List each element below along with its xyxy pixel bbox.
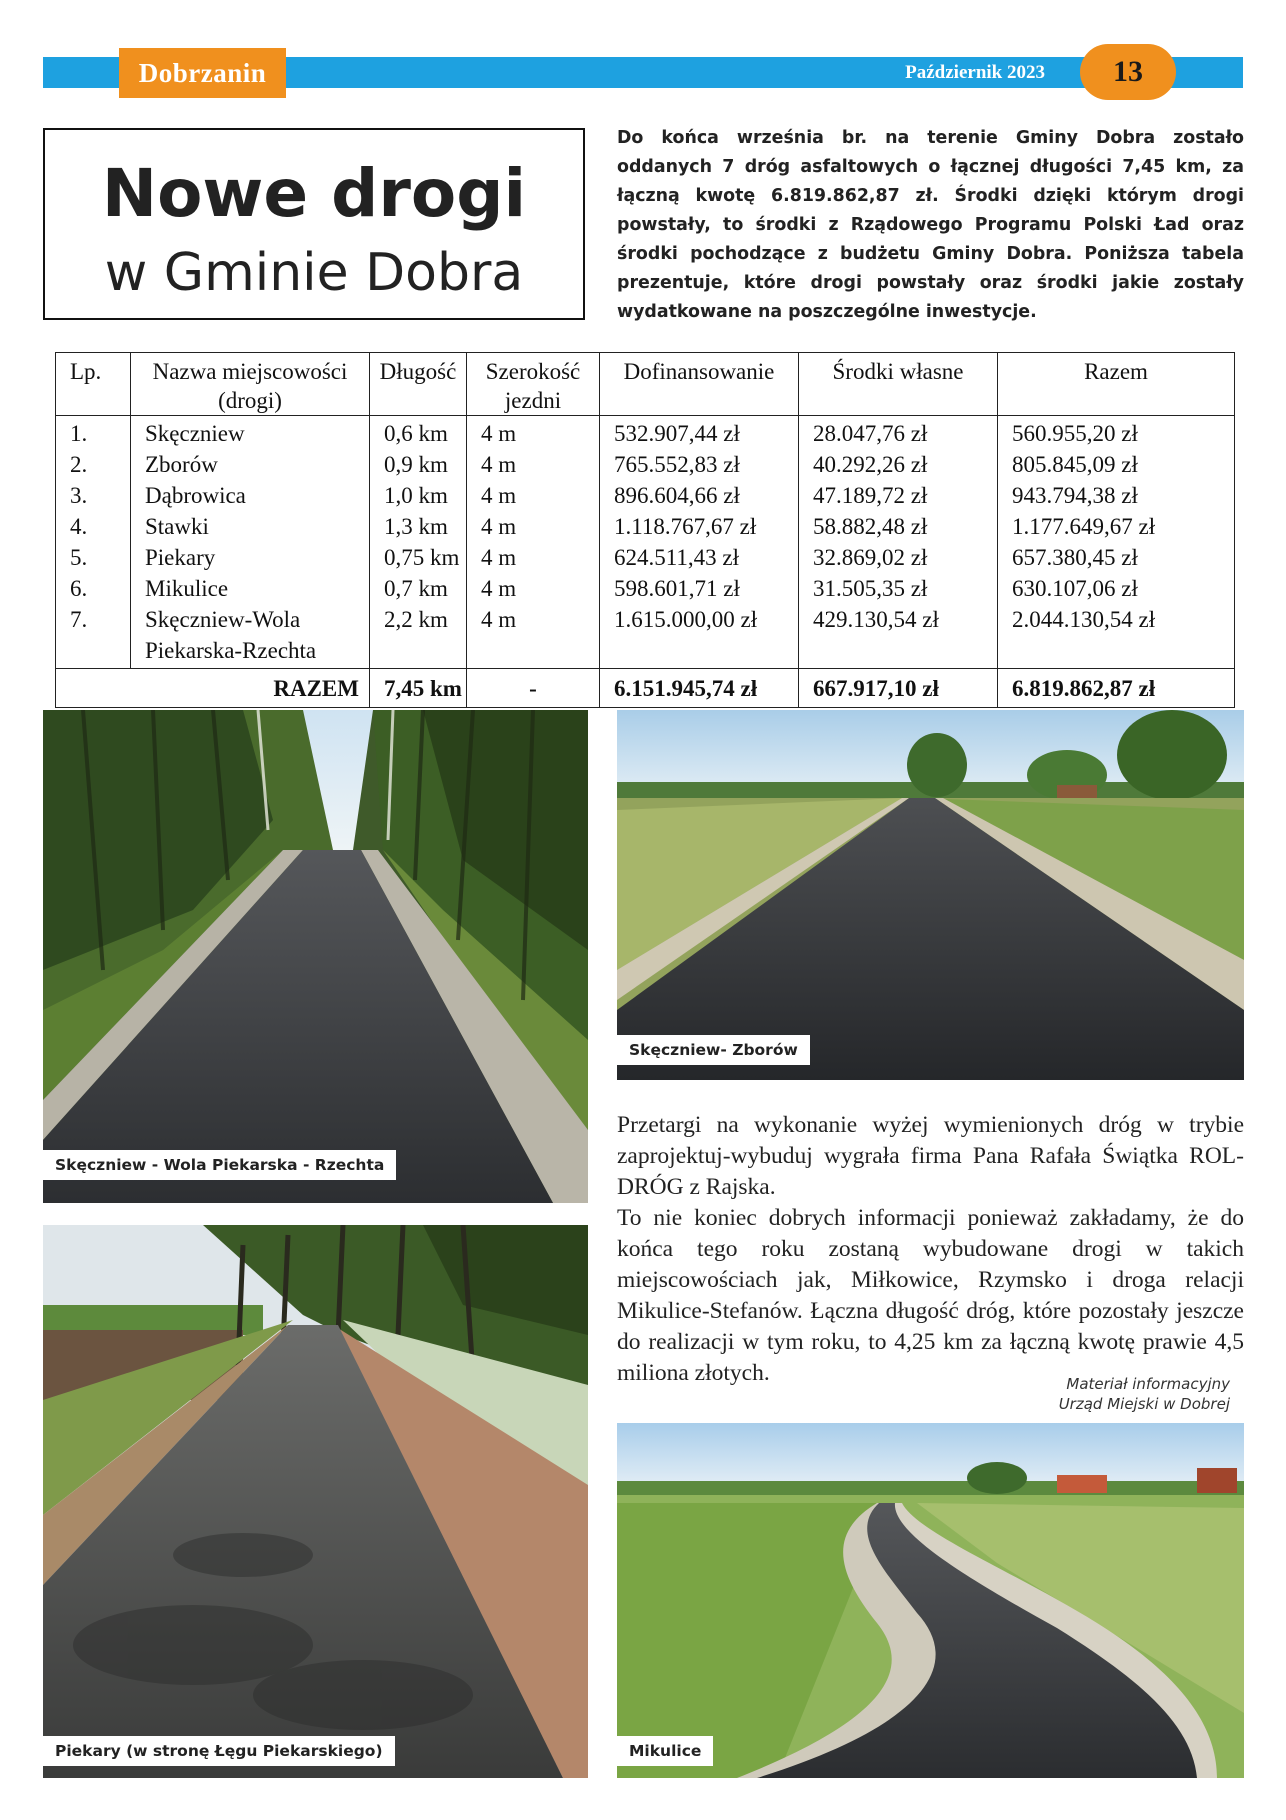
cell-lp: 2. — [56, 449, 131, 480]
cell-lp: 3. — [56, 480, 131, 511]
header-cofinancing: Dofinansowanie — [600, 353, 799, 416]
cell-name: Skęczniew-Wola Piekarska-Rzechta — [131, 604, 370, 669]
cell-width: 4 m — [467, 604, 600, 669]
page-number: 13 — [1080, 44, 1176, 100]
title-box — [43, 128, 585, 320]
cell-own-funds: 429.130,54 zł — [799, 604, 998, 669]
cell-own-funds: 40.292,26 zł — [799, 449, 998, 480]
cell-lp: 5. — [56, 542, 131, 573]
magazine-name: Dobrzanin — [119, 48, 286, 98]
cell-cofinancing: 1.615.000,00 zł — [600, 604, 799, 669]
intro-paragraph: Do końca września br. na terenie Gminy Dobra zostało oddanych 7 dróg asfaltowych o łącznej długości 7,45 km, za łączną kwotę 6.819.862,87 zł. Środki dzięki którym drogi powstały, to środki z Rządowego Programu Polski Ład oraz środki pochodzące z budżetu Gminy Dobra. Poniższa tabela prezentuje, które drogi powstały oraz środki jakie zostały wydatkowane na poszczególne inwestycje. — [617, 128, 1244, 322]
photo-caption: Skęczniew- Zborów — [617, 1035, 810, 1065]
cell-total: 630.107,06 zł — [998, 573, 1235, 604]
header-own-funds: Środki własne — [799, 353, 998, 416]
cell-name: Piekary — [131, 542, 370, 573]
cell-total: 805.845,09 zł — [998, 449, 1235, 480]
cell-name: Dąbrowica — [131, 480, 370, 511]
credit-line: Urząd Miejski w Dobrej — [1058, 1395, 1230, 1413]
summary-own-funds: 667.917,10 zł — [799, 669, 998, 708]
photo-skeczniew-wola-rzechta — [43, 710, 588, 1203]
summary-cofinancing: 6.151.945,74 zł — [600, 669, 799, 708]
cell-width: 4 m — [467, 542, 600, 573]
cell-own-funds: 32.869,02 zł — [799, 542, 998, 573]
table-row — [56, 480, 1235, 511]
cell-total: 657.380,45 zł — [998, 542, 1235, 573]
cell-name: Zborów — [131, 449, 370, 480]
cell-length: 0,6 km — [370, 416, 467, 450]
cell-length: 1,3 km — [370, 511, 467, 542]
cell-cofinancing: 624.511,43 zł — [600, 542, 799, 573]
cell-width: 4 m — [467, 416, 600, 450]
cell-width: 4 m — [467, 511, 600, 542]
cell-lp: 7. — [56, 604, 131, 669]
table-row — [56, 416, 1235, 450]
table-row — [56, 449, 1235, 480]
photo-caption: Piekary (w stronę Łęgu Piekarskiego) — [43, 1736, 395, 1766]
cell-own-funds: 58.882,48 zł — [799, 511, 998, 542]
body-paragraph: To nie koniec dobrych informacji ponieważ zakładamy, że do końca tego roku zostaną wybudowane drogi w takich miejscowościach jak, Miłkowice, Rzymsko i droga relacji Mikulice-Stefanów. Łączna długość dróg, które pozostały jeszcze do realizacji w tym roku, to 4,25 km za łączną kwotę prawie 4,5 miliona złotych. — [617, 1205, 1244, 1386]
photo-mikulice — [617, 1423, 1244, 1778]
cell-cofinancing: 896.604,66 zł — [600, 480, 799, 511]
table-row — [56, 604, 1235, 669]
table-row — [56, 542, 1235, 573]
cell-cofinancing: 765.552,83 zł — [600, 449, 799, 480]
cell-own-funds: 31.505,35 zł — [799, 573, 998, 604]
header-name: Nazwa miejscowości (drogi) — [131, 353, 370, 416]
cell-lp: 6. — [56, 573, 131, 604]
cell-length: 0,9 km — [370, 449, 467, 480]
cell-width: 4 m — [467, 449, 600, 480]
article-subtitle: w Gminie Dobra — [104, 243, 524, 303]
table-header-row — [56, 353, 1235, 416]
cell-cofinancing: 598.601,71 zł — [600, 573, 799, 604]
cell-total: 2.044.130,54 zł — [998, 604, 1235, 669]
cell-width: 4 m — [467, 480, 600, 511]
summary-width: - — [467, 669, 600, 708]
summary-total: 6.819.862,87 zł — [998, 669, 1235, 708]
cell-length: 0,75 km — [370, 542, 467, 573]
issue-date: Październik 2023 — [905, 62, 1045, 83]
photo-caption: Mikulice — [617, 1736, 713, 1766]
cell-total: 560.955,20 zł — [998, 416, 1235, 450]
cell-name: Stawki — [131, 511, 370, 542]
cell-width: 4 m — [467, 573, 600, 604]
photo-piekary — [43, 1225, 588, 1778]
header-total: Razem — [998, 353, 1235, 416]
credit-line: Materiał informacyjny — [1066, 1375, 1230, 1393]
body-paragraph: Przetargi na wykonanie wyżej wymienionych dróg w trybie zaprojektuj-wybuduj wygrała firma Pana Rafała Świątka ROL-DRÓG z Rajska. — [617, 1112, 1244, 1200]
cell-name: Skęczniew — [131, 416, 370, 450]
cell-own-funds: 28.047,76 zł — [799, 416, 998, 450]
header-lp: Lp. — [56, 353, 131, 416]
table-row — [56, 573, 1235, 604]
cell-total: 1.177.649,67 zł — [998, 511, 1235, 542]
header-width: Szerokość jezdni — [467, 353, 600, 416]
cell-total: 943.794,38 zł — [998, 480, 1235, 511]
body-text — [617, 1110, 1244, 1389]
table-summary-row — [56, 669, 1235, 708]
cell-lp: 4. — [56, 511, 131, 542]
credit — [980, 1374, 1230, 1414]
cell-length: 1,0 km — [370, 480, 467, 511]
cell-length: 0,7 km — [370, 573, 467, 604]
cell-cofinancing: 1.118.767,67 zł — [600, 511, 799, 542]
article-title: Nowe drogi — [101, 155, 527, 232]
summary-length: 7,45 km — [370, 669, 467, 708]
cell-own-funds: 47.189,72 zł — [799, 480, 998, 511]
cell-name: Mikulice — [131, 573, 370, 604]
photo-caption: Skęczniew - Wola Piekarska - Rzechta — [43, 1150, 396, 1180]
photo-skeczniew-zborow — [617, 710, 1244, 1080]
road-costs-table — [55, 352, 1235, 708]
summary-label: RAZEM — [56, 669, 370, 708]
cell-cofinancing: 532.907,44 zł — [600, 416, 799, 450]
header-length: Długość — [370, 353, 467, 416]
table-row — [56, 511, 1235, 542]
cell-lp: 1. — [56, 416, 131, 450]
cell-length: 2,2 km — [370, 604, 467, 669]
